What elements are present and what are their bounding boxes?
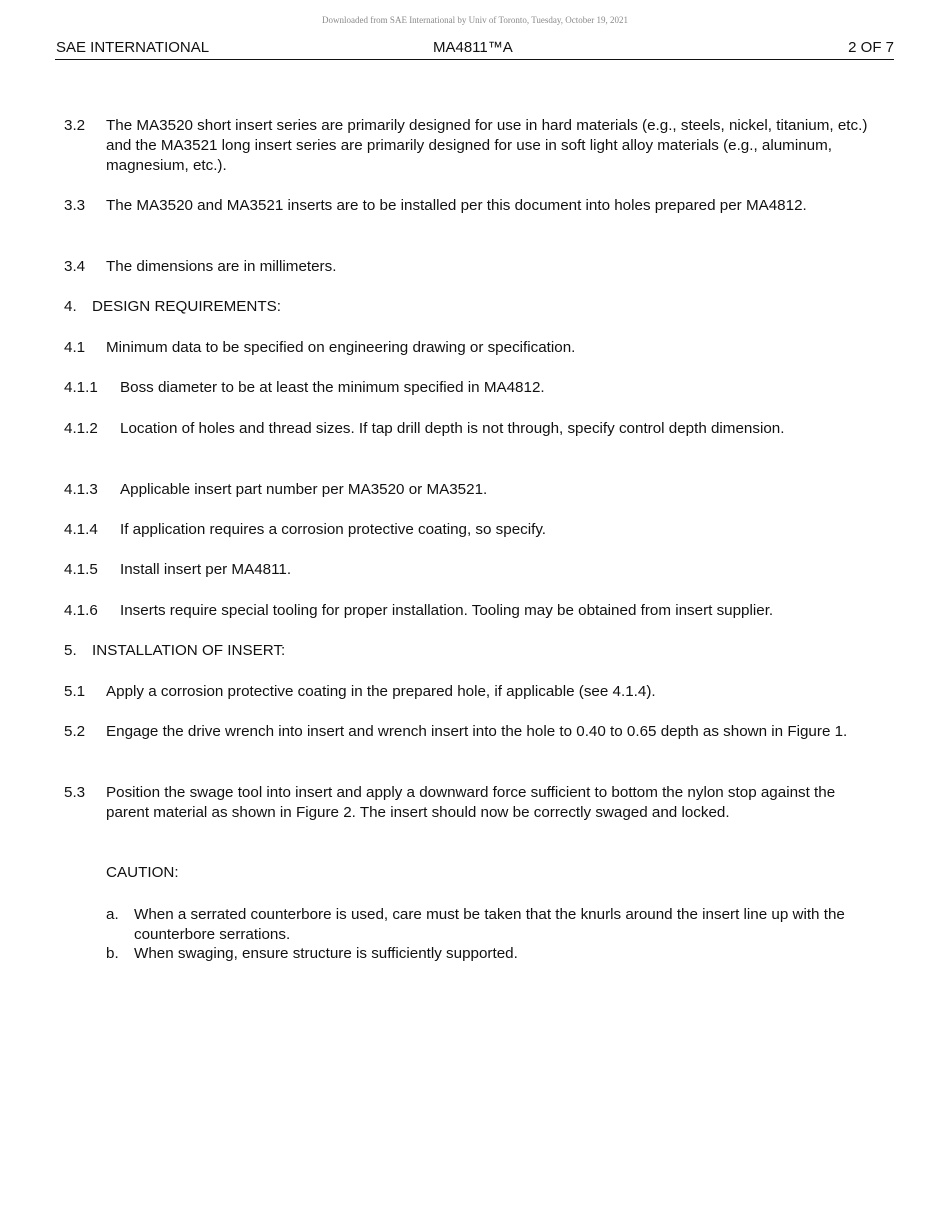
paragraph-3-2 [64,116,869,176]
paragraph-number: 3.3 [64,197,86,214]
paragraph-number: 4.1.6 [64,602,98,619]
paragraph-3-3 [64,196,869,216]
paragraph-text: Location of holes and thread sizes. If tap drill depth is not through, specify control depth dimension. [120,420,785,437]
paragraph-text: Applicable insert part number per MA3520 or MA3521. [120,481,488,498]
paragraph-text: Install insert per MA4811. [120,561,292,578]
paragraph-text: The MA3520 short insert series are primarily designed for use in hard materials (e.g., steels, nickel, titanium, etc.) and the MA3521 long insert series are primarily designed for use in soft light alloy materials (e.g., aluminum, magnesium, etc.). [106,117,868,174]
paragraph-number: 5.3 [64,784,86,801]
caution-item-b [106,944,866,964]
section-heading-4 [64,297,869,317]
paragraph-4-1-6 [64,601,879,621]
paragraph-text: The MA3520 and MA3521 inserts are to be installed per this document into holes prepared per MA4812. [106,197,807,214]
paragraph-number: 4.1.4 [64,521,98,538]
paragraph-number: 3.2 [64,117,86,134]
paragraph-4-1-3 [64,480,869,500]
section-title: INSTALLATION OF INSERT: [92,642,286,659]
paragraph-text: Position the swage tool into insert and apply a downward force sufficient to bottom the nylon stop against the parent material as shown in Figure 2. The insert should now be correctly swaged and locked. [106,784,836,821]
paragraph-text: If application requires a corrosion protective coating, so specify. [120,521,547,538]
paragraph-number: 5.2 [64,723,86,740]
paragraph-text: The dimensions are in millimeters. [106,258,337,275]
section-number: 4. [64,298,77,315]
paragraph-text: Apply a corrosion protective coating in the prepared hole, if applicable (see 4.1.4). [106,683,656,700]
caution-item-letter: a. [106,906,119,923]
caution-item-text: When a serrated counterbore is used, care must be taken that the knurls around the insert line up with the counterbore serrations. [134,906,845,943]
caution-label: CAUTION: [106,864,179,881]
paragraph-5-1 [64,682,869,702]
header-organization: SAE INTERNATIONAL [56,39,210,56]
paragraph-number: 4.1.5 [64,561,98,578]
paragraph-number: 5.1 [64,683,86,700]
paragraph-4-1-4 [64,520,869,540]
paragraph-5-3 [64,783,869,823]
paragraph-number: 4.1.2 [64,420,98,437]
page-header [55,39,894,60]
section-number: 5. [64,642,77,659]
section-heading-5 [64,641,869,661]
caution-item-letter: b. [106,945,119,962]
paragraph-4-1-2 [64,419,869,439]
header-page-number: 2 OF 7 [848,39,894,56]
paragraph-number: 4.1.3 [64,481,98,498]
caution-item-a [106,905,866,945]
paragraph-4-1-5 [64,560,869,580]
download-watermark: Downloaded from SAE International by Univ of Toronto, Tuesday, October 19, 2021 [321,15,629,25]
paragraph-text: Minimum data to be specified on engineering drawing or specification. [106,339,576,356]
header-document-number: MA4811™A [433,39,513,56]
paragraph-text: Inserts require special tooling for proper installation. Tooling may be obtained from insert supplier. [120,602,774,619]
paragraph-text: Boss diameter to be at least the minimum specified in MA4812. [120,379,545,396]
paragraph-3-4 [64,257,869,277]
section-title: DESIGN REQUIREMENTS: [92,298,282,315]
paragraph-number: 3.4 [64,258,86,275]
caution-item-text: When swaging, ensure structure is sufficiently supported. [134,945,518,962]
paragraph-text: Engage the drive wrench into insert and wrench insert into the hole to 0.40 to 0.65 depth as shown in Figure 1. [106,723,848,740]
paragraph-number: 4.1.1 [64,379,98,396]
paragraph-4-1-1 [64,378,869,398]
paragraph-5-2 [64,722,869,742]
paragraph-number: 4.1 [64,339,86,356]
paragraph-4-1 [64,338,869,358]
